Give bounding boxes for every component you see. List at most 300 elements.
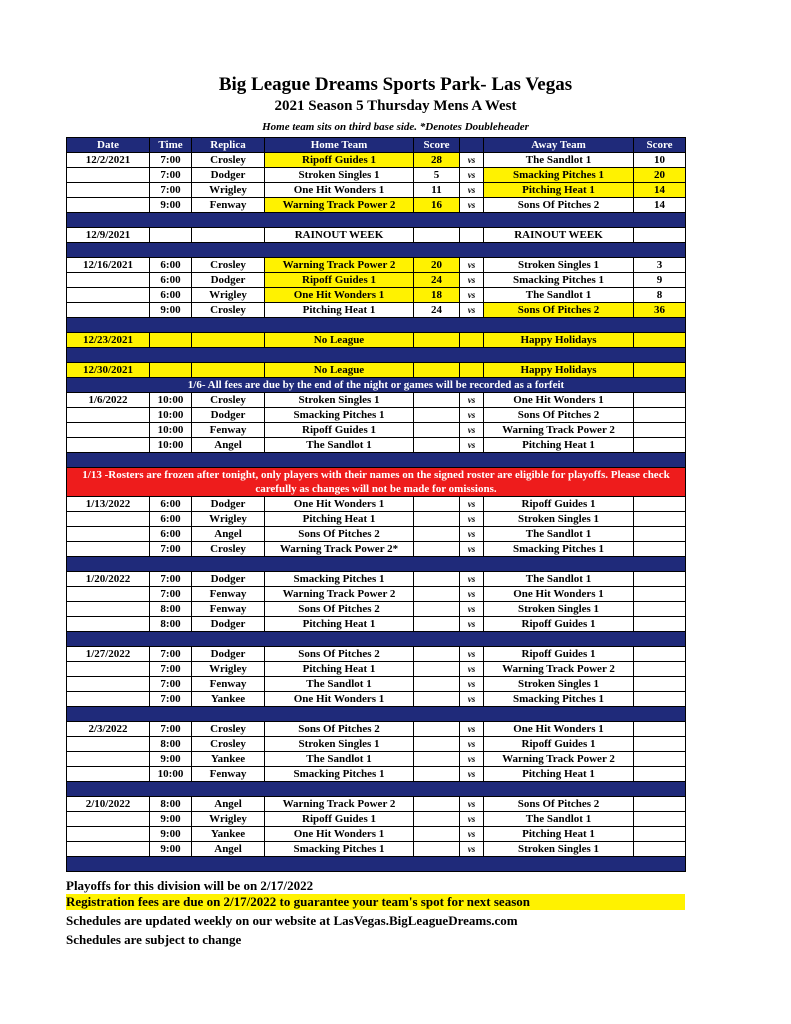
row-replica: Angel (192, 797, 265, 812)
row-away-team: Stroken Singles 1 (484, 512, 634, 527)
row-away-score (634, 542, 686, 557)
row-away-score (634, 572, 686, 587)
row-time: 10:00 (150, 393, 192, 408)
holiday-row (67, 333, 686, 348)
row-replica: Dodger (192, 408, 265, 423)
row-home-score (414, 572, 460, 587)
row-home-team: The Sandlot 1 (265, 752, 414, 767)
row-date (67, 842, 150, 857)
schedule-table (66, 137, 686, 872)
game-row (67, 497, 686, 512)
row-replica: Wrigley (192, 662, 265, 677)
separator-row (67, 857, 686, 872)
row-vs: vs (460, 602, 484, 617)
row-away-score: 3 (634, 258, 686, 273)
row-time: 7:00 (150, 692, 192, 707)
row-vs: vs (460, 647, 484, 662)
game-row (67, 542, 686, 557)
row-home-team: Sons Of Pitches 2 (265, 527, 414, 542)
row-replica: Crosley (192, 303, 265, 318)
row-date (67, 303, 150, 318)
row-vs: vs (460, 587, 484, 602)
row-away-score (634, 767, 686, 782)
row-away-score: 10 (634, 153, 686, 168)
row-home-team: Smacking Pitches 1 (265, 408, 414, 423)
row-home-team: Ripoff Guides 1 (265, 273, 414, 288)
row-away-team: Pitching Heat 1 (484, 438, 634, 453)
row-away-team: One Hit Wonders 1 (484, 722, 634, 737)
row-home-score (414, 827, 460, 842)
row-away-score (634, 752, 686, 767)
row-vs: vs (460, 288, 484, 303)
row-date (67, 288, 150, 303)
row-time (150, 363, 192, 378)
row-home-score (414, 677, 460, 692)
row-home-team: Ripoff Guides 1 (265, 153, 414, 168)
row-home-score (414, 812, 460, 827)
row-away-score (634, 647, 686, 662)
row-home-score (414, 647, 460, 662)
row-replica: Dodger (192, 168, 265, 183)
row-away-team: The Sandlot 1 (484, 812, 634, 827)
row-away-team: Happy Holidays (484, 333, 634, 348)
row-replica: Crosley (192, 542, 265, 557)
row-date: 2/3/2022 (67, 722, 150, 737)
row-date (67, 602, 150, 617)
row-date: 2/10/2022 (67, 797, 150, 812)
row-time: 9:00 (150, 842, 192, 857)
row-date (67, 692, 150, 707)
row-home-score (414, 363, 460, 378)
row-home-team: Warning Track Power 2 (265, 198, 414, 213)
row-replica: Yankee (192, 827, 265, 842)
row-date (67, 812, 150, 827)
separator-cell (67, 557, 686, 572)
row-home-team: One Hit Wonders 1 (265, 692, 414, 707)
footer-website: Schedules are updated weekly on our website at LasVegas.BigLeagueDreams.com (66, 913, 518, 928)
row-replica: Angel (192, 842, 265, 857)
row-replica (192, 363, 265, 378)
row-time: 9:00 (150, 752, 192, 767)
row-away-team: Warning Track Power 2 (484, 662, 634, 677)
row-replica: Crosley (192, 258, 265, 273)
row-replica (192, 228, 265, 243)
row-home-score: 11 (414, 183, 460, 198)
game-row (67, 527, 686, 542)
row-vs: vs (460, 692, 484, 707)
page-subtitle: 2021 Season 5 Thursday Mens A West (274, 98, 517, 114)
row-time: 9:00 (150, 198, 192, 213)
row-home-team: The Sandlot 1 (265, 438, 414, 453)
separator-row (67, 782, 686, 797)
row-away-team: Sons Of Pitches 2 (484, 408, 634, 423)
table-header (67, 138, 686, 153)
row-replica: Fenway (192, 198, 265, 213)
row-home-score (414, 512, 460, 527)
row-home-team: One Hit Wonders 1 (265, 183, 414, 198)
row-away-score (634, 228, 686, 243)
row-home-team: Ripoff Guides 1 (265, 812, 414, 827)
row-vs: vs (460, 572, 484, 587)
game-row (67, 228, 686, 243)
separator-row (67, 557, 686, 572)
row-replica: Dodger (192, 647, 265, 662)
row-date (67, 737, 150, 752)
row-vs: vs (460, 842, 484, 857)
row-date (67, 827, 150, 842)
row-home-score (414, 438, 460, 453)
header-date: Date (67, 138, 150, 153)
row-home-score (414, 408, 460, 423)
row-date (67, 677, 150, 692)
row-home-score: 24 (414, 273, 460, 288)
row-away-score (634, 438, 686, 453)
row-replica: Fenway (192, 587, 265, 602)
game-row (67, 153, 686, 168)
row-date: 1/13/2022 (67, 497, 150, 512)
row-replica: Fenway (192, 602, 265, 617)
row-away-team: Pitching Heat 1 (484, 827, 634, 842)
row-vs: vs (460, 797, 484, 812)
row-home-score (414, 617, 460, 632)
row-replica: Crosley (192, 737, 265, 752)
footer-change: Schedules are subject to change (66, 932, 242, 947)
row-away-score (634, 617, 686, 632)
game-row (67, 767, 686, 782)
row-date (67, 438, 150, 453)
row-home-team: Warning Track Power 2 (265, 797, 414, 812)
game-row (67, 572, 686, 587)
row-date (67, 408, 150, 423)
row-date (67, 752, 150, 767)
row-vs: vs (460, 408, 484, 423)
row-away-team: The Sandlot 1 (484, 572, 634, 587)
separator-cell (67, 453, 686, 468)
row-time: 8:00 (150, 617, 192, 632)
row-vs: vs (460, 722, 484, 737)
row-away-team: Sons Of Pitches 2 (484, 797, 634, 812)
row-home-score (414, 752, 460, 767)
header-away-team: Away Team (484, 138, 634, 153)
row-away-score (634, 842, 686, 857)
row-away-score (634, 393, 686, 408)
row-away-team: Stroken Singles 1 (484, 677, 634, 692)
row-vs: vs (460, 273, 484, 288)
row-time: 6:00 (150, 258, 192, 273)
game-row (67, 812, 686, 827)
row-away-team: Smacking Pitches 1 (484, 168, 634, 183)
row-time: 10:00 (150, 438, 192, 453)
separator-cell (67, 782, 686, 797)
row-home-score: 28 (414, 153, 460, 168)
game-row (67, 423, 686, 438)
footer-fees: Registration fees are due on 2/17/2022 to guarantee your team's spot for next season (66, 894, 685, 910)
row-date (67, 198, 150, 213)
game-row (67, 273, 686, 288)
row-date: 1/27/2022 (67, 647, 150, 662)
game-row (67, 737, 686, 752)
row-vs: vs (460, 497, 484, 512)
separator-row (67, 453, 686, 468)
row-home-score (414, 393, 460, 408)
row-away-team: Ripoff Guides 1 (484, 617, 634, 632)
row-date (67, 273, 150, 288)
row-home-team: Sons Of Pitches 2 (265, 602, 414, 617)
row-home-score: 24 (414, 303, 460, 318)
header-home-team: Home Team (265, 138, 414, 153)
row-date (67, 542, 150, 557)
row-home-score (414, 587, 460, 602)
row-home-score (414, 228, 460, 243)
notice-text: 1/6- All fees are due by the end of the night or games will be recorded as a forfeit (67, 378, 686, 393)
row-home-score: 18 (414, 288, 460, 303)
row-home-score (414, 737, 460, 752)
row-date: 12/2/2021 (67, 153, 150, 168)
row-home-team: One Hit Wonders 1 (265, 288, 414, 303)
row-home-score (414, 842, 460, 857)
row-home-score (414, 692, 460, 707)
row-replica: Fenway (192, 767, 265, 782)
row-away-score: 36 (634, 303, 686, 318)
row-home-team: Pitching Heat 1 (265, 662, 414, 677)
row-time (150, 333, 192, 348)
row-vs: vs (460, 542, 484, 557)
row-away-score (634, 827, 686, 842)
row-time: 6:00 (150, 497, 192, 512)
row-time: 7:00 (150, 572, 192, 587)
row-away-team: Smacking Pitches 1 (484, 692, 634, 707)
row-time: 10:00 (150, 423, 192, 438)
game-row (67, 617, 686, 632)
separator-row (67, 213, 686, 228)
row-home-team: Pitching Heat 1 (265, 512, 414, 527)
row-vs: vs (460, 258, 484, 273)
row-away-team: Smacking Pitches 1 (484, 542, 634, 557)
row-time: 7:00 (150, 183, 192, 198)
row-home-team: Warning Track Power 2 (265, 258, 414, 273)
row-replica: Fenway (192, 677, 265, 692)
row-vs: vs (460, 303, 484, 318)
game-row (67, 602, 686, 617)
row-away-score (634, 408, 686, 423)
row-time: 8:00 (150, 737, 192, 752)
row-replica: Wrigley (192, 812, 265, 827)
row-vs: vs (460, 512, 484, 527)
row-date (67, 168, 150, 183)
game-row (67, 438, 686, 453)
row-home-score (414, 333, 460, 348)
page-title: Big League Dreams Sports Park- Las Vegas (218, 74, 573, 95)
row-replica: Wrigley (192, 288, 265, 303)
row-time: 9:00 (150, 827, 192, 842)
row-away-score (634, 692, 686, 707)
row-time: 7:00 (150, 153, 192, 168)
row-vs: vs (460, 423, 484, 438)
row-replica: Crosley (192, 722, 265, 737)
row-replica: Yankee (192, 752, 265, 767)
row-date: 12/30/2021 (67, 363, 150, 378)
separator-cell (67, 857, 686, 872)
row-time: 8:00 (150, 602, 192, 617)
row-vs: vs (460, 198, 484, 213)
row-home-score: 20 (414, 258, 460, 273)
game-row (67, 168, 686, 183)
row-time: 6:00 (150, 273, 192, 288)
row-time: 10:00 (150, 767, 192, 782)
row-date: 1/6/2022 (67, 393, 150, 408)
row-home-team: RAINOUT WEEK (265, 228, 414, 243)
row-date (67, 662, 150, 677)
row-away-team: Warning Track Power 2 (484, 423, 634, 438)
row-time: 7:00 (150, 542, 192, 557)
row-home-team: Warning Track Power 2 (265, 587, 414, 602)
row-away-score (634, 722, 686, 737)
game-row (67, 183, 686, 198)
separator-cell (67, 632, 686, 647)
row-away-team: Ripoff Guides 1 (484, 647, 634, 662)
row-away-team: Stroken Singles 1 (484, 258, 634, 273)
row-home-team: One Hit Wonders 1 (265, 827, 414, 842)
row-date: 1/20/2022 (67, 572, 150, 587)
row-date (67, 587, 150, 602)
separator-cell (67, 213, 686, 228)
row-time: 7:00 (150, 168, 192, 183)
footer-playoffs: Playoffs for this division will be on 2/17/2022 (66, 878, 314, 893)
row-time: 7:00 (150, 722, 192, 737)
row-vs: vs (460, 153, 484, 168)
row-away-score: 14 (634, 183, 686, 198)
row-home-team: No League (265, 333, 414, 348)
game-row (67, 408, 686, 423)
row-away-score: 14 (634, 198, 686, 213)
row-away-team: Sons Of Pitches 2 (484, 303, 634, 318)
row-time: 9:00 (150, 812, 192, 827)
row-home-score (414, 542, 460, 557)
row-away-score (634, 527, 686, 542)
row-away-score (634, 797, 686, 812)
row-away-team: Smacking Pitches 1 (484, 273, 634, 288)
row-away-team: Ripoff Guides 1 (484, 737, 634, 752)
row-date (67, 512, 150, 527)
row-away-team: Stroken Singles 1 (484, 602, 634, 617)
row-date (67, 617, 150, 632)
row-replica: Dodger (192, 572, 265, 587)
row-away-team: The Sandlot 1 (484, 527, 634, 542)
row-away-team: One Hit Wonders 1 (484, 393, 634, 408)
row-home-team: Stroken Singles 1 (265, 168, 414, 183)
row-time: 7:00 (150, 647, 192, 662)
game-row (67, 662, 686, 677)
game-row (67, 647, 686, 662)
row-vs: vs (460, 438, 484, 453)
separator-row (67, 348, 686, 363)
row-home-score (414, 797, 460, 812)
row-replica: Wrigley (192, 512, 265, 527)
row-home-team: The Sandlot 1 (265, 677, 414, 692)
row-away-score (634, 737, 686, 752)
header-home-score: Score (414, 138, 460, 153)
header-away-score: Score (634, 138, 686, 153)
header-vs (460, 138, 484, 153)
row-away-team: The Sandlot 1 (484, 288, 634, 303)
row-home-team: Stroken Singles 1 (265, 737, 414, 752)
row-time: 8:00 (150, 797, 192, 812)
row-home-team: Sons Of Pitches 2 (265, 722, 414, 737)
row-home-score (414, 722, 460, 737)
row-replica: Crosley (192, 153, 265, 168)
row-time: 9:00 (150, 303, 192, 318)
row-vs: vs (460, 168, 484, 183)
header-time: Time (150, 138, 192, 153)
row-away-team: One Hit Wonders 1 (484, 587, 634, 602)
game-row (67, 827, 686, 842)
row-vs: vs (460, 183, 484, 198)
row-away-score: 8 (634, 288, 686, 303)
game-row (67, 393, 686, 408)
row-time (150, 228, 192, 243)
row-home-score: 16 (414, 198, 460, 213)
separator-row (67, 707, 686, 722)
row-time: 10:00 (150, 408, 192, 423)
row-away-score (634, 333, 686, 348)
row-home-team: Pitching Heat 1 (265, 303, 414, 318)
row-home-score (414, 527, 460, 542)
row-home-team: One Hit Wonders 1 (265, 497, 414, 512)
row-vs: vs (460, 393, 484, 408)
game-row (67, 722, 686, 737)
game-row (67, 303, 686, 318)
separator-cell (67, 318, 686, 333)
alert-text: 1/13 -Rosters are frozen after tonight, only players with their names on the signed roster are eligible for playoffs. Please check carefully as changes will not be made for omissions. (67, 468, 686, 497)
row-replica: Dodger (192, 617, 265, 632)
row-vs: vs (460, 677, 484, 692)
header-replica: Replica (192, 138, 265, 153)
row-time: 6:00 (150, 512, 192, 527)
row-date (67, 183, 150, 198)
row-away-team: Warning Track Power 2 (484, 752, 634, 767)
row-replica: Angel (192, 438, 265, 453)
separator-row (67, 632, 686, 647)
row-home-team: Stroken Singles 1 (265, 393, 414, 408)
row-vs: vs (460, 662, 484, 677)
row-home-team: Smacking Pitches 1 (265, 767, 414, 782)
row-home-team: Ripoff Guides 1 (265, 423, 414, 438)
row-home-team: Warning Track Power 2* (265, 542, 414, 557)
row-away-score (634, 423, 686, 438)
row-vs: vs (460, 767, 484, 782)
row-vs: vs (460, 752, 484, 767)
row-time: 6:00 (150, 527, 192, 542)
row-home-team: Smacking Pitches 1 (265, 842, 414, 857)
separator-cell (67, 348, 686, 363)
row-replica: Angel (192, 527, 265, 542)
row-time: 7:00 (150, 662, 192, 677)
row-vs: vs (460, 737, 484, 752)
row-time: 6:00 (150, 288, 192, 303)
row-vs (460, 333, 484, 348)
alert-row (67, 468, 686, 497)
row-time: 7:00 (150, 587, 192, 602)
game-row (67, 797, 686, 812)
row-away-team: Happy Holidays (484, 363, 634, 378)
row-date: 12/9/2021 (67, 228, 150, 243)
game-row (67, 288, 686, 303)
row-away-score (634, 602, 686, 617)
separator-cell (67, 243, 686, 258)
row-vs: vs (460, 527, 484, 542)
schedule-note: Home team sits on third base side. *Denotes Doubleheader (262, 121, 529, 133)
row-vs: vs (460, 827, 484, 842)
